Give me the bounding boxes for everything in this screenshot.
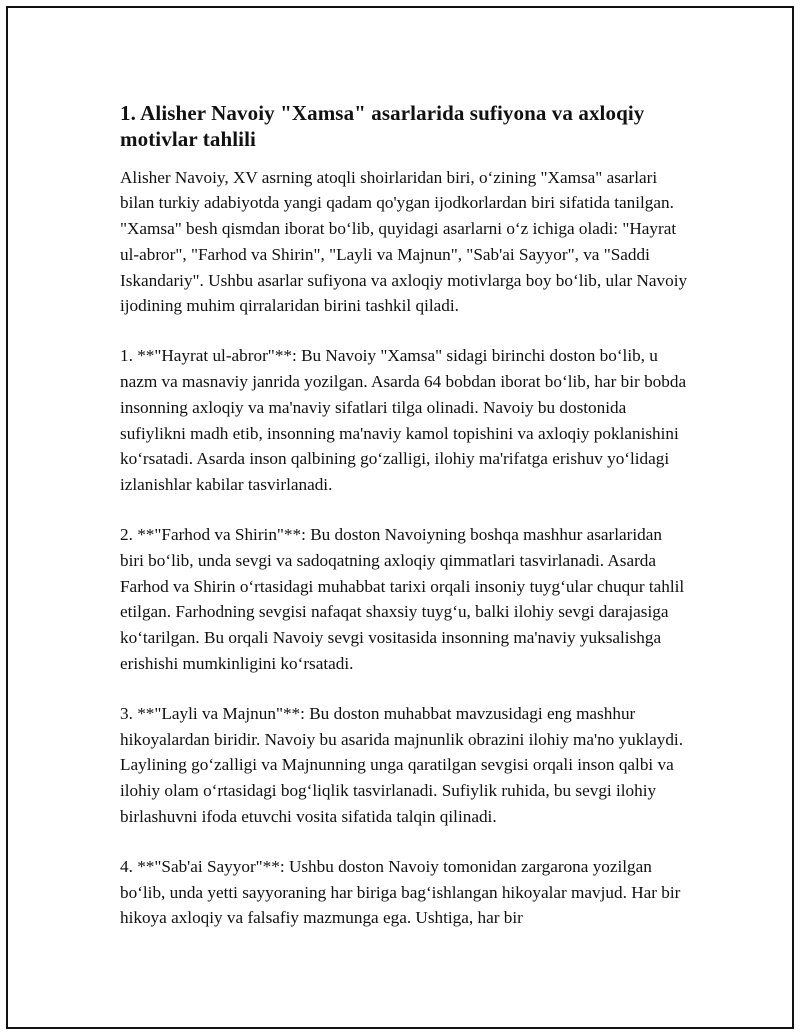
intro-paragraph: Alisher Navoiy, XV asrning atoqli shoirlaridan biri, o‘zining "Xamsa" asarlari bilan turkiy adabiyotda yangi qadam qo'ygan ijodkorlardan biri sifatida tanilgan. "Xamsa" besh qismdan iborat bo‘lib, quyidagi asarlarni o‘z ichiga oladi: "Hayrat ul-abror", "Farhod va Shirin", "Layli va Majnun", "Sab'ai Sayyor", va "Saddi Iskandariy". Ushbu asarlar sufiyona va axloqiy motivlarga boy bo‘lib, ular Navoiy ijodining muhim qirralaridan birini tashkil qiladi.: [120, 167, 688, 316]
document-title: 1. Alisher Navoiy "Xamsa" asarlarida sufiyona va axloqiy motivlar tahlili: [120, 101, 645, 152]
paragraph-layli-va-majnun: 3. **"Layli va Majnun"**: Bu doston muhabbat mavzusidagi eng mashhur hikoyalardan biridir. Navoiy bu asarida majnunlik obrazini ilohiy ma'no yuklaydi. Laylining go‘zalligi va Majnunning unga qaratilgan sevgisi orqali inson qalbi va ilohiy olam o‘rtasidagi bog‘liqlik tasvirlanadi. Sufiylik ruhida, bu sevgi ilohiy birlashuvni ifoda etuvchi vosita sifatida talqin qilinadi.: [120, 703, 683, 827]
document-body: [120, 100, 690, 931]
paragraph-hayrat-ul-abror: 1. **"Hayrat ul-abror"**: Bu Navoiy "Xamsa" sidagi birinchi doston bo‘lib, u nazm va masnaviy janrida yozilgan. Asarda 64 bobdan iborat bo‘lib, har bir bobda insonning axloqiy va ma'naviy sifatlari tilga olinadi. Navoiy bu dostonida sufiylikni madh etib, insonning ma'naviy kamol topishini va axloqiy poklanishini ko‘rsatadi. Asarda inson qalbining go‘zalligi, ilohiy ma'rifatga erishuv yo‘lidagi izlanishlar kabilar tasvirlanadi.: [120, 346, 687, 495]
paragraph-sabai-sayyor: 4. **"Sab'ai Sayyor"**: Ushbu doston Navoiy tomonidan zargarona yozilgan bo‘lib, unda yetti sayyoraning har biriga bag‘ishlangan hikoyalar mavjud. Har bir hikoya axloqiy va falsafiy mazmunga ega. Ushtiga, har bir: [120, 856, 681, 928]
paragraph-farhod-va-shirin: 2. **"Farhod va Shirin"**: Bu doston Navoiyning boshqa mashhur asarlaridan biri bo‘lib, unda sevgi va sadoqatning axloqiy qimmatlari tasvirlanadi. Asarda Farhod va Shirin o‘rtasidagi muhabbat tarixi orqali insoniy tuyg‘ular chuqur tahlil etilgan. Farhodning sevgisi nafaqat shaxsiy tuyg‘u, balki ilohiy sevgi darajasiga ko‘tarilgan. Bu orqali Navoiy sevgi vositasida insonning ma'naviy yuksalishga erishishi mumkinligini ko‘rsatadi.: [120, 525, 685, 674]
page-frame: [6, 6, 794, 1029]
